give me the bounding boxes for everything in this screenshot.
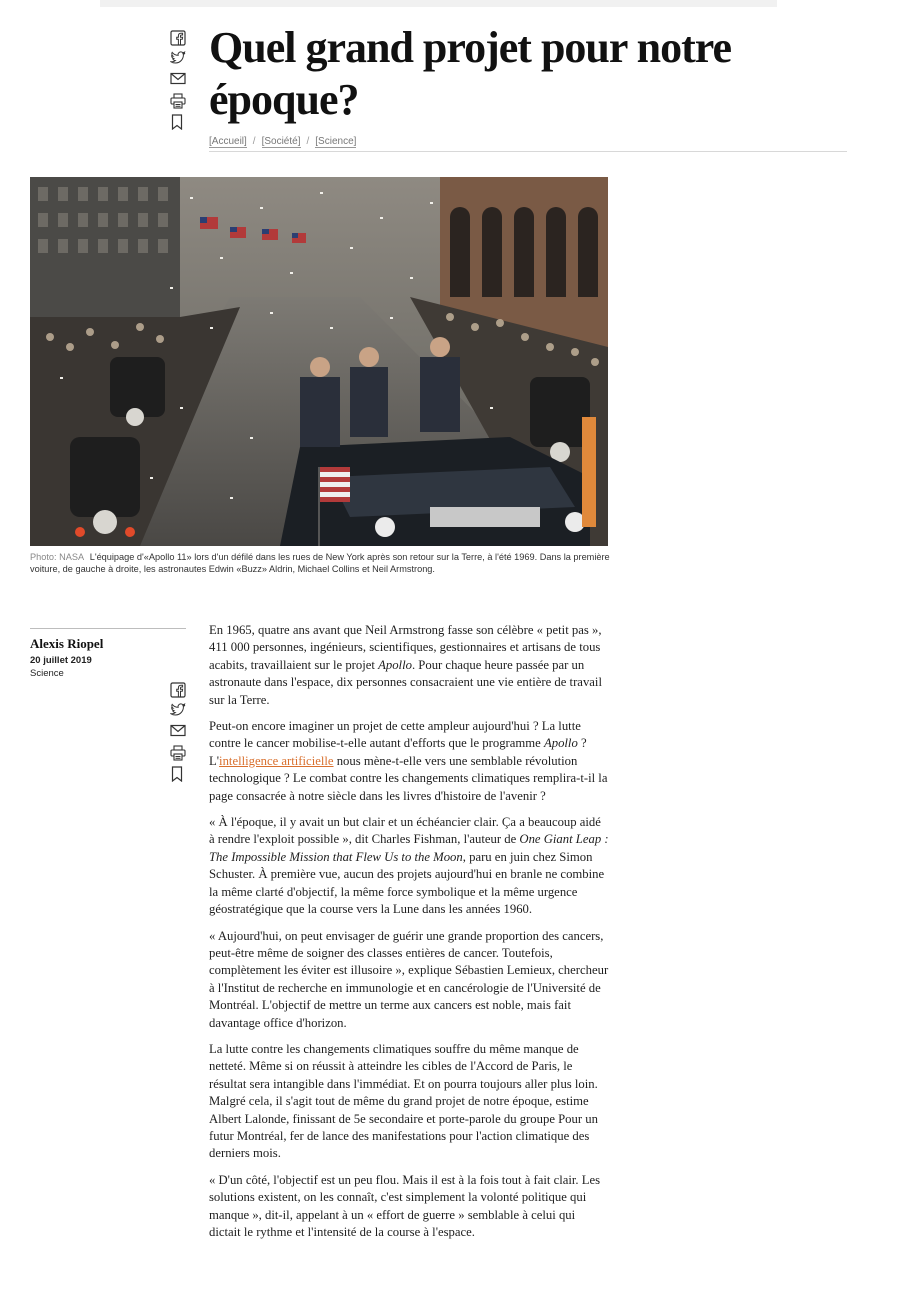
email-icon[interactable]	[170, 72, 188, 88]
paragraph-1: En 1965, quatre ans avant que Neil Armstrong fasse son célèbre « petit pas », 411 000 personnes, ingénieurs, scientifiques, gestionnaires et artisans de tous acabits, travaillaient sur le projet Apollo. Pour chaque heure passée par un astronaute dans l'espace, dix personnes consacraient une vie entière de travail sur la Terre.	[209, 623, 602, 707]
twitter-icon[interactable]	[170, 703, 188, 719]
print-icon[interactable]	[170, 745, 188, 761]
top-bar	[100, 0, 777, 7]
paragraph-5: La lutte contre les changements climatiques souffre du même manque de netteté. Même si on réussit à atteindre les cibles de l'Accord de Paris, le résultat sera intangible dans l'immédiat. Et on pourra toujours aller plus loin. Malgré cela, il s'agit tout de même du grand projet de notre époque, estime Albert Lalonde, finissant de 5e secondaire et porte-parole du groupe Pour un futur Montréal, fer de lance des manifestations pour l'action climatique des derniers mois.	[209, 1041, 598, 1161]
share-bar-top	[170, 30, 190, 135]
breadcrumb: [Accueil] / [Société] / [Science]	[209, 136, 847, 152]
photo-caption-text: L'équipage d'«Apollo 11» lors d'un défilé dans les rues de New York après son retour sur la Terre, à l'été 1969. Dans la première voiture, de gauche à droite, les astronautes Edwin «Buzz» Aldrin, Michael Collins et Neil Armstrong.	[30, 552, 610, 574]
twitter-icon[interactable]	[170, 51, 188, 67]
hero-photo	[30, 177, 608, 546]
author-name[interactable]: Alexis Riopel	[30, 636, 104, 651]
photo-caption	[30, 551, 610, 575]
article-body	[209, 622, 609, 1250]
paragraph-6: « D'un côté, l'objectif est un peu flou. Mais il est à la fois tout à fait clair. Les solutions existent, on les connaît, c'est simplement la volonté politique qui manque », dit-il, appelant à un « effort de guerre » semblable à celui qui dictait le rythme et l'intensité de la course à l'espace.	[209, 1172, 601, 1239]
breadcrumb-societe[interactable]: [Société]	[261, 136, 301, 147]
bookmark-icon[interactable]	[170, 114, 188, 130]
article-category[interactable]: Science	[30, 668, 64, 679]
paragraph-2: Peut-on encore imaginer un projet de cette ampleur aujourd'hui ? La lutte contre le cancer mobilise-t-elle autant d'efforts que le programme Apollo ? L'intelligence artificielle nous mène-t-elle vers une semblable révolution technologique ? Le combat contre les changements climatiques remplira-t-il la page consacrée à notre siècle dans les livres d'histoire de l'avenir ?	[209, 719, 608, 803]
page-title: Quel grand projet pour notre époque?	[209, 23, 732, 124]
breadcrumb-science[interactable]: [Science]	[315, 136, 357, 147]
email-icon[interactable]	[170, 724, 188, 740]
facebook-icon[interactable]	[170, 682, 188, 698]
publish-date: 20 juillet 2019	[30, 655, 92, 666]
parade-illustration	[30, 177, 608, 546]
facebook-icon[interactable]	[170, 30, 188, 46]
photo-credit: Photo: NASA	[30, 552, 85, 562]
author-divider	[30, 628, 186, 629]
paragraph-3: « À l'époque, il y avait un but clair et un échéancier clair. Ça a beaucoup aidé à rendre l'exploit possible », dit Charles Fishman, l'auteur de One Giant Leap : The Impossible Mission that Flew Us to the Moon, paru en juin chez Simon Schuster. À première vue, aucun des projets aujourd'hui en branle ne combine la même clarté d'objectif, la même force symbolique et la même urgence géostratégique que la course vers la Lune dans les années 1960.	[209, 815, 609, 917]
bookmark-icon[interactable]	[170, 766, 188, 782]
share-bar-side	[170, 682, 190, 787]
ai-tag-link[interactable]: intelligence artificielle	[219, 753, 334, 768]
print-icon[interactable]	[170, 93, 188, 109]
paragraph-4: « Aujourd'hui, on peut envisager de guérir une grande proportion des cancers, peut-être même de soigner des classes entières de cancer. Toutefois, complètement les éviter est illusoire », explique Sébastien Lemieux, chercheur à l'Institut de recherche en immunologie et en cancérologie de l'Université de Montréal. L'objectif de mettre un terme aux cancers est noble, mais fait davantage office d'horizon.	[209, 928, 609, 1030]
author-block	[30, 636, 190, 679]
breadcrumb-home[interactable]: [Accueil]	[209, 136, 247, 147]
